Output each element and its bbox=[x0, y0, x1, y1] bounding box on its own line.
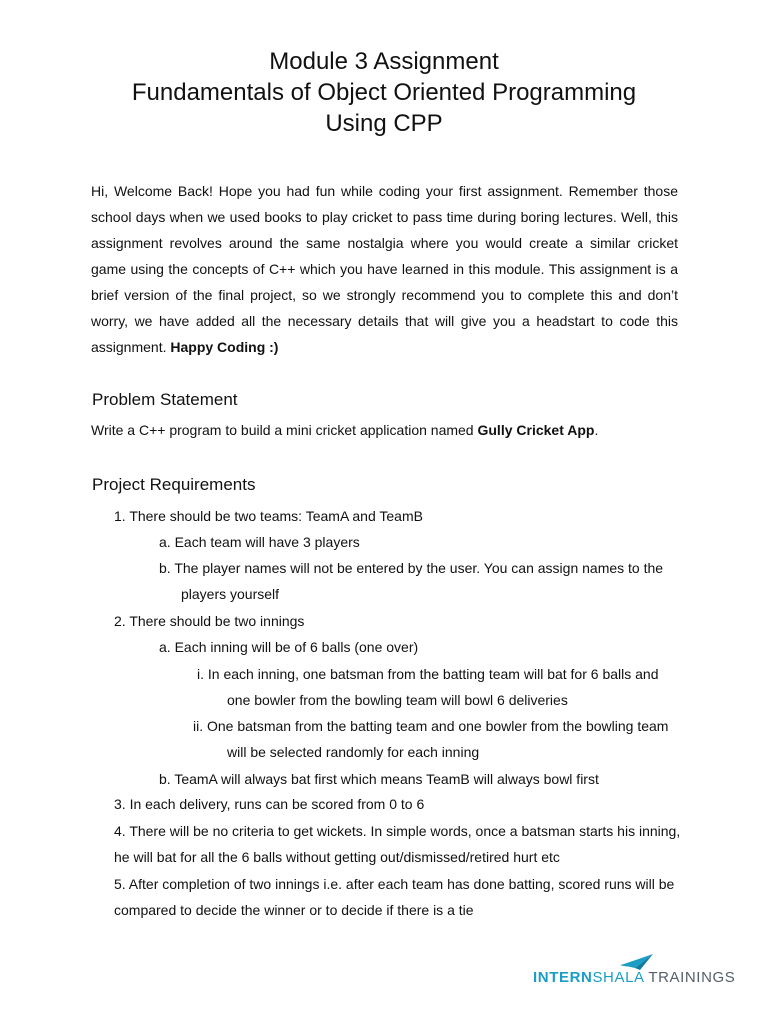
logo-text-shala: SHALA bbox=[592, 969, 644, 986]
problem-text-after: . bbox=[594, 422, 599, 438]
requirement-item: compared to decide the winner or to decide if there is a tie bbox=[114, 902, 474, 918]
title-line-2: Fundamentals of Object Oriented Programming bbox=[131, 79, 637, 106]
document-title bbox=[0, 46, 768, 139]
requirement-item: a. Each team will have 3 players bbox=[159, 534, 360, 550]
intro-line: version of the final project, so we strongly recommend you to complete this and don’t worry, we bbox=[91, 287, 678, 329]
requirement-item: a. Each inning will be of 6 balls (one over) bbox=[159, 639, 419, 655]
requirement-item: b. The player names will not be entered by the user. You can assign names to the bbox=[159, 560, 664, 576]
intro-line: Hi, Welcome Back! Hope you had fun while coding your first assignment. Remember those bbox=[91, 183, 678, 199]
requirement-item: players yourself bbox=[181, 586, 280, 602]
intro-closing: Happy Coding :) bbox=[170, 339, 279, 355]
logo-text-intern: INTERN bbox=[533, 969, 593, 986]
requirement-item: he will bat for all the 6 balls without getting out/dismissed/retired hurt etc bbox=[114, 849, 560, 865]
intro-line: have added all the necessary details that will give you a headstart to code this assignment. bbox=[91, 313, 679, 355]
title-line-3: Using CPP bbox=[325, 110, 443, 137]
requirement-item: 4. There will be no criteria to get wickets. In simple words, once a batsman starts his inning, bbox=[114, 823, 681, 839]
requirements-heading: Project Requirements bbox=[92, 475, 256, 494]
requirement-item: ii. One batsman from the batting team and one bowler from the bowling team bbox=[193, 718, 669, 734]
requirement-item: b. TeamA will always bat first which means TeamB will always bowl first bbox=[159, 771, 599, 787]
requirement-item: will be selected randomly for each inning bbox=[227, 744, 480, 760]
requirement-item: 2. There should be two innings bbox=[114, 613, 305, 629]
internshala-logo bbox=[533, 953, 748, 993]
problem-text-before: Write a C++ program to build a mini cricket application named bbox=[91, 422, 478, 438]
intro-line: school days when we used books to play cricket to pass time during boring lectures. Well, this bbox=[91, 209, 678, 225]
intro-paragraph bbox=[91, 178, 678, 360]
intro-line: using the concepts of C++ which you have learned in this module. This assignment is a brief bbox=[91, 261, 678, 303]
requirement-item: i. In each inning, one batsman from the batting team will bat for 6 balls and bbox=[197, 666, 659, 682]
logo-text-trainings: TRAININGS bbox=[648, 969, 736, 986]
requirement-item: 3. In each delivery, runs can be scored from 0 to 6 bbox=[114, 796, 425, 812]
requirement-item: 5. After completion of two innings i.e. after each team has done batting, scored runs will be bbox=[114, 876, 675, 892]
problem-heading: Problem Statement bbox=[92, 390, 238, 409]
problem-statement bbox=[91, 418, 598, 442]
requirement-item: one bowler from the bowling team will bowl 6 deliveries bbox=[227, 692, 568, 708]
app-name: Gully Cricket App bbox=[477, 422, 595, 438]
intro-line: assignment revolves around the same nostalgia where you would create a similar cricket game bbox=[91, 235, 678, 277]
title-line-1: Module 3 Assignment bbox=[269, 48, 499, 75]
requirement-item: 1. There should be two teams: TeamA and TeamB bbox=[114, 508, 423, 524]
